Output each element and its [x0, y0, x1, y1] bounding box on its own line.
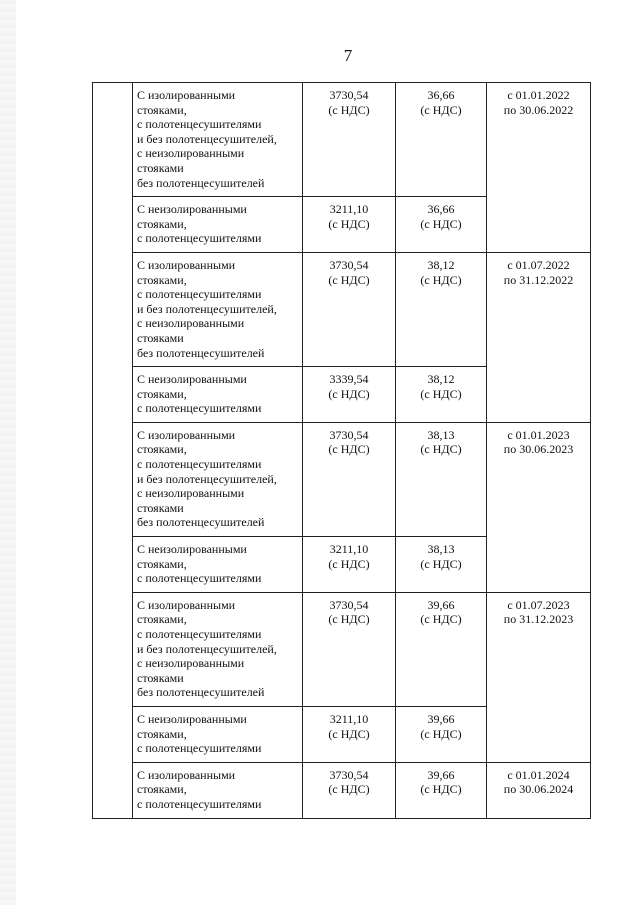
- description-cell: С изолированными стояками, с полотенцесушителями и без полотенцесушителей, с неизолированными стояками без полотенцесушителей: [133, 592, 303, 706]
- price-value: 3730,54: [329, 767, 369, 782]
- vat-note: (с НДС): [328, 442, 370, 457]
- period-to: по 30.06.2023: [503, 442, 574, 457]
- price-cell: [303, 706, 396, 762]
- rate-cell: [396, 367, 487, 423]
- price-value: 3211,10: [329, 542, 369, 557]
- price-cell: [303, 367, 396, 423]
- period-from: с 01.01.2022: [507, 88, 570, 102]
- page-number: 7: [343, 46, 353, 65]
- vat-note: (с НДС): [420, 612, 462, 627]
- price-value: 3730,54: [329, 88, 369, 102]
- price-cell: [303, 762, 396, 818]
- description-cell: С изолированными стояками, с полотенцесушителями и без полотенцесушителей, с неизолированными стояками без полотенцесушителей: [133, 252, 303, 366]
- price-value: 3211,10: [329, 711, 369, 726]
- description-cell: С неизолированными стояками, с полотенцесушителями: [133, 706, 303, 762]
- rate-value: 39,66: [427, 711, 455, 726]
- price-cell: [303, 592, 396, 706]
- rate-cell: [396, 252, 487, 366]
- price-cell: [303, 197, 396, 253]
- description-cell: С изолированными стояками, с полотенцесушителями и без полотенцесушителей, с неизолированными стояками без полотенцесушителей: [133, 83, 303, 197]
- vat-note: (с НДС): [420, 726, 462, 741]
- price-cell: [303, 83, 396, 197]
- period-from: с 01.07.2022: [507, 257, 570, 272]
- period-to: по 30.06.2022: [503, 102, 574, 117]
- period-cell: [487, 83, 591, 253]
- rate-value: 39,66: [427, 767, 455, 782]
- period-cell: [487, 252, 591, 422]
- rate-cell: [396, 197, 487, 253]
- description-cell: С изолированными стояками, с полотенцесушителями: [133, 762, 303, 818]
- description-cell: С изолированными стояками, с полотенцесушителями и без полотенцесушителей, с неизолированными стояками без полотенцесушителей: [133, 422, 303, 536]
- period-cell: [487, 762, 591, 818]
- vat-note: (с НДС): [420, 782, 462, 797]
- vat-note: (с НДС): [328, 556, 370, 571]
- rate-cell: [396, 762, 487, 818]
- rate-value: 39,66: [427, 597, 455, 612]
- period-cell: [487, 422, 591, 592]
- period-from: с 01.07.2023: [507, 597, 570, 612]
- period-from: с 01.01.2023: [507, 427, 570, 442]
- description-cell: С неизолированными стояками, с полотенцесушителями: [133, 537, 303, 593]
- table-row: [93, 592, 591, 706]
- period-to: по 30.06.2024: [503, 782, 574, 797]
- vat-note: (с НДС): [420, 556, 462, 571]
- vat-note: (с НДС): [420, 216, 462, 231]
- period-to: по 31.12.2022: [503, 272, 574, 287]
- rate-cell: [396, 592, 487, 706]
- vat-note: (с НДС): [328, 102, 370, 117]
- tariff-table: [92, 82, 591, 819]
- vat-note: (с НДС): [328, 726, 370, 741]
- period-to: по 31.12.2023: [503, 612, 574, 627]
- vat-note: (с НДС): [328, 612, 370, 627]
- vat-note: (с НДС): [420, 272, 462, 287]
- rate-cell: [396, 422, 487, 536]
- vat-note: (с НДС): [328, 386, 370, 401]
- rate-value: 38,12: [427, 257, 455, 272]
- vat-note: (с НДС): [420, 386, 462, 401]
- vat-note: (с НДС): [420, 102, 462, 117]
- rate-value: 38,12: [427, 372, 455, 387]
- table-row: [93, 422, 591, 536]
- vat-note: (с НДС): [328, 272, 370, 287]
- rate-value: 36,66: [427, 88, 455, 102]
- rate-cell: [396, 706, 487, 762]
- rate-value: 36,66: [427, 202, 455, 217]
- period-cell: [487, 592, 591, 762]
- vat-note: (с НДС): [420, 442, 462, 457]
- table-row: [93, 762, 591, 818]
- empty-column-cell: [93, 83, 133, 819]
- price-value: 3730,54: [329, 427, 369, 442]
- description-cell: С неизолированными стояками, с полотенцесушителями: [133, 367, 303, 423]
- rate-value: 38,13: [427, 542, 455, 557]
- vat-note: (с НДС): [328, 216, 370, 231]
- rate-cell: [396, 83, 487, 197]
- rate-value: 38,13: [427, 427, 455, 442]
- price-value: 3211,10: [329, 202, 369, 217]
- price-cell: [303, 422, 396, 536]
- period-from: с 01.01.2024: [507, 767, 570, 782]
- price-cell: [303, 252, 396, 366]
- table-row: [93, 83, 591, 197]
- table-row: [93, 252, 591, 366]
- description-cell: С неизолированными стояками, с полотенцесушителями: [133, 197, 303, 253]
- scan-edge: [0, 0, 16, 905]
- price-value: 3730,54: [329, 257, 369, 272]
- rate-cell: [396, 537, 487, 593]
- price-value: 3730,54: [329, 597, 369, 612]
- vat-note: (с НДС): [328, 782, 370, 797]
- price-value: 3339,54: [329, 372, 369, 387]
- price-cell: [303, 537, 396, 593]
